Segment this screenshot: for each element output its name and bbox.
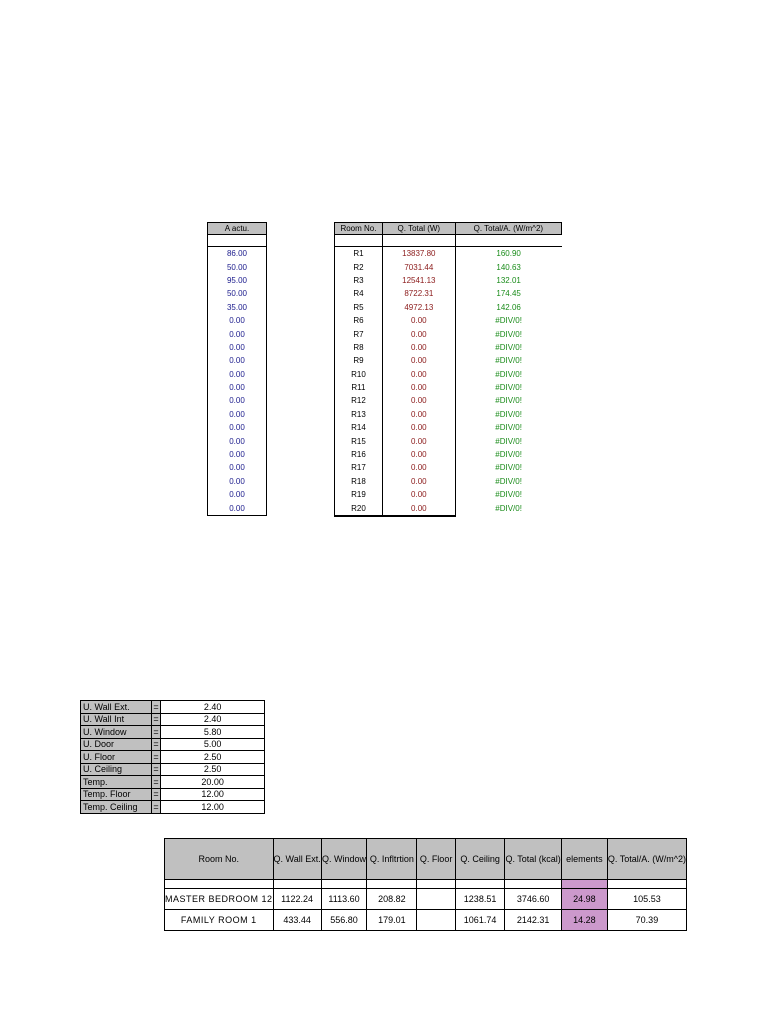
blank-cell [165,880,274,889]
q-per-area-cell: #DIV/0! [495,476,522,486]
room-no-cell: R18 [335,475,383,488]
room-row [335,421,562,434]
area-row [208,434,267,447]
room-row [335,448,562,461]
area-value: 35.00 [208,301,267,314]
summary-floor-cell [417,910,455,931]
summary-room-cell: MASTER BEDROOM 12 [165,889,274,910]
blank-cell [273,880,321,889]
u-equals: = [153,714,159,725]
area-value: 95.00 [208,274,267,287]
u-values-table [80,700,265,814]
area-row [208,327,267,340]
room-row [335,274,562,287]
q-per-area-cell: #DIV/0! [495,504,522,514]
area-row [208,301,267,314]
room-no-cell: R15 [335,434,383,447]
area-row [208,274,267,287]
sum-header-per-area: Q. Total/A. (W/m^2) [607,839,686,880]
area-value: 50.00 [208,287,267,300]
summary-room-cell: FAMILY ROOM 1 [165,910,274,931]
q-total-cell: 0.00 [382,354,455,367]
u-equals: = [153,789,159,800]
room-row [335,434,562,447]
u-label: U. Wall Ext. [81,701,152,714]
summary-per-area-cell: 70.39 [607,910,686,931]
room-row [335,287,562,300]
sum-header-floor: Q. Floor [417,839,455,880]
sum-header-elements: elements [561,839,607,880]
area-row [208,287,267,300]
q-per-area-header: Q. Total/A. (W/m^2) [455,223,561,235]
summary-row [165,889,687,910]
blank-cell [382,235,455,247]
q-per-area-cell: 132.01 [496,275,521,285]
area-row [208,381,267,394]
u-equals: = [153,751,159,762]
u-row [81,801,265,814]
u-row [81,751,265,764]
room-row [335,368,562,381]
q-per-area-cell: #DIV/0! [495,383,522,393]
q-total-cell: 0.00 [382,368,455,381]
room-no-cell: R16 [335,448,383,461]
blank-cell [607,880,686,889]
room-no-cell: R14 [335,421,383,434]
summary-total-cell: 2142.31 [505,910,561,931]
room-no-cell: R10 [335,368,383,381]
area-value: 0.00 [208,448,267,461]
u-row [81,738,265,751]
area-value: 0.00 [208,434,267,447]
sum-header-total: Q. Total (kcal) [505,839,561,880]
room-no-cell: R9 [335,354,383,367]
area-table [207,222,267,516]
area-value: 0.00 [208,421,267,434]
blank-cell [367,880,417,889]
area-value: 0.00 [208,501,267,515]
area-value: 0.00 [208,341,267,354]
blank-cell [455,880,505,889]
room-no-header: Room No. [335,223,383,235]
room-row [335,475,562,488]
summary-total-cell: 3746.60 [505,889,561,910]
area-row [208,501,267,515]
area-value: 0.00 [208,475,267,488]
summary-table [164,838,687,931]
q-total-cell: 7031.44 [382,260,455,273]
q-per-area-cell: #DIV/0! [495,423,522,433]
room-no-cell: R17 [335,461,383,474]
room-row [335,247,562,261]
u-value: 12.00 [161,788,265,801]
room-row [335,488,562,501]
q-per-area-cell: #DIV/0! [495,329,522,339]
room-row [335,341,562,354]
q-total-cell: 0.00 [382,461,455,474]
q-total-cell: 0.00 [382,448,455,461]
u-value: 20.00 [161,776,265,789]
u-row [81,763,265,776]
area-row [208,368,267,381]
area-row [208,260,267,273]
area-value: 0.00 [208,394,267,407]
summary-window-cell: 1113.60 [321,889,367,910]
u-row [81,701,265,714]
area-row [208,475,267,488]
sum-header-infiltration: Q. Infltrtion [367,839,417,880]
q-total-cell: 13837.80 [382,247,455,261]
summary-floor-cell [417,889,455,910]
q-total-cell: 0.00 [382,314,455,327]
q-per-area-cell: #DIV/0! [495,396,522,406]
room-no-cell: R6 [335,314,383,327]
summary-wall-ext-cell: 1122.24 [273,889,321,910]
q-per-area-cell: 174.45 [496,289,521,299]
q-per-area-cell: #DIV/0! [495,436,522,446]
blank-cell [321,880,367,889]
summary-infiltration-cell: 208.82 [367,889,417,910]
summary-elements-cell: 24.98 [561,889,607,910]
area-row [208,421,267,434]
q-total-cell: 0.00 [382,408,455,421]
q-per-area-cell: 140.63 [496,262,521,272]
q-total-cell: 0.00 [382,381,455,394]
q-per-area-cell: #DIV/0! [495,369,522,379]
area-row [208,314,267,327]
summary-ceiling-cell: 1061.74 [455,910,505,931]
room-row [335,394,562,407]
q-total-cell: 4972.13 [382,301,455,314]
area-header: A actu. [208,223,267,235]
blank-cell [208,235,267,247]
summary-row [165,910,687,931]
sum-header-wall-ext: Q. Wall Ext. [273,839,321,880]
blank-cell [505,880,561,889]
blank-cell [455,235,561,247]
area-row [208,488,267,501]
u-row [81,713,265,726]
u-value: 12.00 [161,801,265,814]
area-row [208,461,267,474]
area-value: 0.00 [208,381,267,394]
area-row [208,408,267,421]
q-total-cell: 0.00 [382,327,455,340]
area-value: 86.00 [208,247,267,261]
room-row [335,501,562,515]
room-row [335,314,562,327]
room-row [335,301,562,314]
q-total-header: Q. Total (W) [382,223,455,235]
room-heat-table [334,222,562,517]
room-no-cell: R20 [335,501,383,515]
area-value: 0.00 [208,488,267,501]
q-total-cell: 12541.13 [382,274,455,287]
q-per-area-cell: #DIV/0! [495,490,522,500]
blank-cell [335,235,383,247]
room-no-cell: R4 [335,287,383,300]
area-value: 0.00 [208,461,267,474]
u-value: 5.80 [161,726,265,739]
blank-cell [561,880,607,889]
area-value: 0.00 [208,354,267,367]
u-label: U. Ceiling [81,763,152,776]
u-equals: = [153,739,159,750]
q-total-cell: 0.00 [382,488,455,501]
q-total-cell: 0.00 [382,475,455,488]
q-per-area-cell: #DIV/0! [495,342,522,352]
u-equals: = [153,801,159,812]
u-value: 2.40 [161,713,265,726]
room-no-cell: R7 [335,327,383,340]
room-row [335,260,562,273]
room-no-cell: R12 [335,394,383,407]
q-total-cell: 0.00 [382,501,455,515]
summary-window-cell: 556.80 [321,910,367,931]
u-label: Temp. Floor [81,788,152,801]
room-row [335,461,562,474]
area-row [208,247,267,261]
u-label: U. Door [81,738,152,751]
q-total-cell: 0.00 [382,421,455,434]
q-total-cell: 0.00 [382,341,455,354]
room-no-cell: R2 [335,260,383,273]
q-per-area-cell: #DIV/0! [495,356,522,366]
room-no-cell: R8 [335,341,383,354]
area-row [208,354,267,367]
q-per-area-cell: #DIV/0! [495,463,522,473]
sum-header-window: Q. Window [321,839,367,880]
room-no-cell: R11 [335,381,383,394]
u-label: U. Window [81,726,152,739]
summary-per-area-cell: 105.53 [607,889,686,910]
summary-wall-ext-cell: 433.44 [273,910,321,931]
q-per-area-cell: #DIV/0! [495,450,522,460]
u-value: 2.40 [161,701,265,714]
room-no-cell: R13 [335,408,383,421]
room-no-cell: R5 [335,301,383,314]
q-per-area-cell: 142.06 [496,302,521,312]
u-equals: = [153,701,159,712]
u-row [81,788,265,801]
u-label: Temp. Ceiling [81,801,152,814]
area-row [208,394,267,407]
room-row [335,408,562,421]
q-total-cell: 0.00 [382,394,455,407]
room-no-cell: R19 [335,488,383,501]
room-row [335,354,562,367]
room-row [335,381,562,394]
u-label: U. Wall Int [81,713,152,726]
q-per-area-cell: 160.90 [496,249,521,259]
u-label: Temp. [81,776,152,789]
area-value: 50.00 [208,260,267,273]
q-total-cell: 8722.31 [382,287,455,300]
u-equals: = [153,776,159,787]
u-value: 2.50 [161,763,265,776]
q-total-cell: 0.00 [382,434,455,447]
area-row [208,448,267,461]
area-value: 0.00 [208,408,267,421]
sum-header-room: Room No. [165,839,274,880]
sum-header-ceiling: Q. Ceiling [455,839,505,880]
room-no-cell: R1 [335,247,383,261]
room-row [335,327,562,340]
area-value: 0.00 [208,368,267,381]
summary-ceiling-cell: 1238.51 [455,889,505,910]
u-value: 5.00 [161,738,265,751]
area-value: 0.00 [208,327,267,340]
summary-infiltration-cell: 179.01 [367,910,417,931]
area-row [208,341,267,354]
u-equals: = [153,764,159,775]
u-row [81,726,265,739]
u-row [81,776,265,789]
room-no-cell: R3 [335,274,383,287]
q-per-area-cell: #DIV/0! [495,316,522,326]
u-equals: = [153,726,159,737]
q-per-area-cell: #DIV/0! [495,409,522,419]
u-value: 2.50 [161,751,265,764]
blank-cell [417,880,455,889]
summary-elements-cell: 14.28 [561,910,607,931]
area-value: 0.00 [208,314,267,327]
u-label: U. Floor [81,751,152,764]
